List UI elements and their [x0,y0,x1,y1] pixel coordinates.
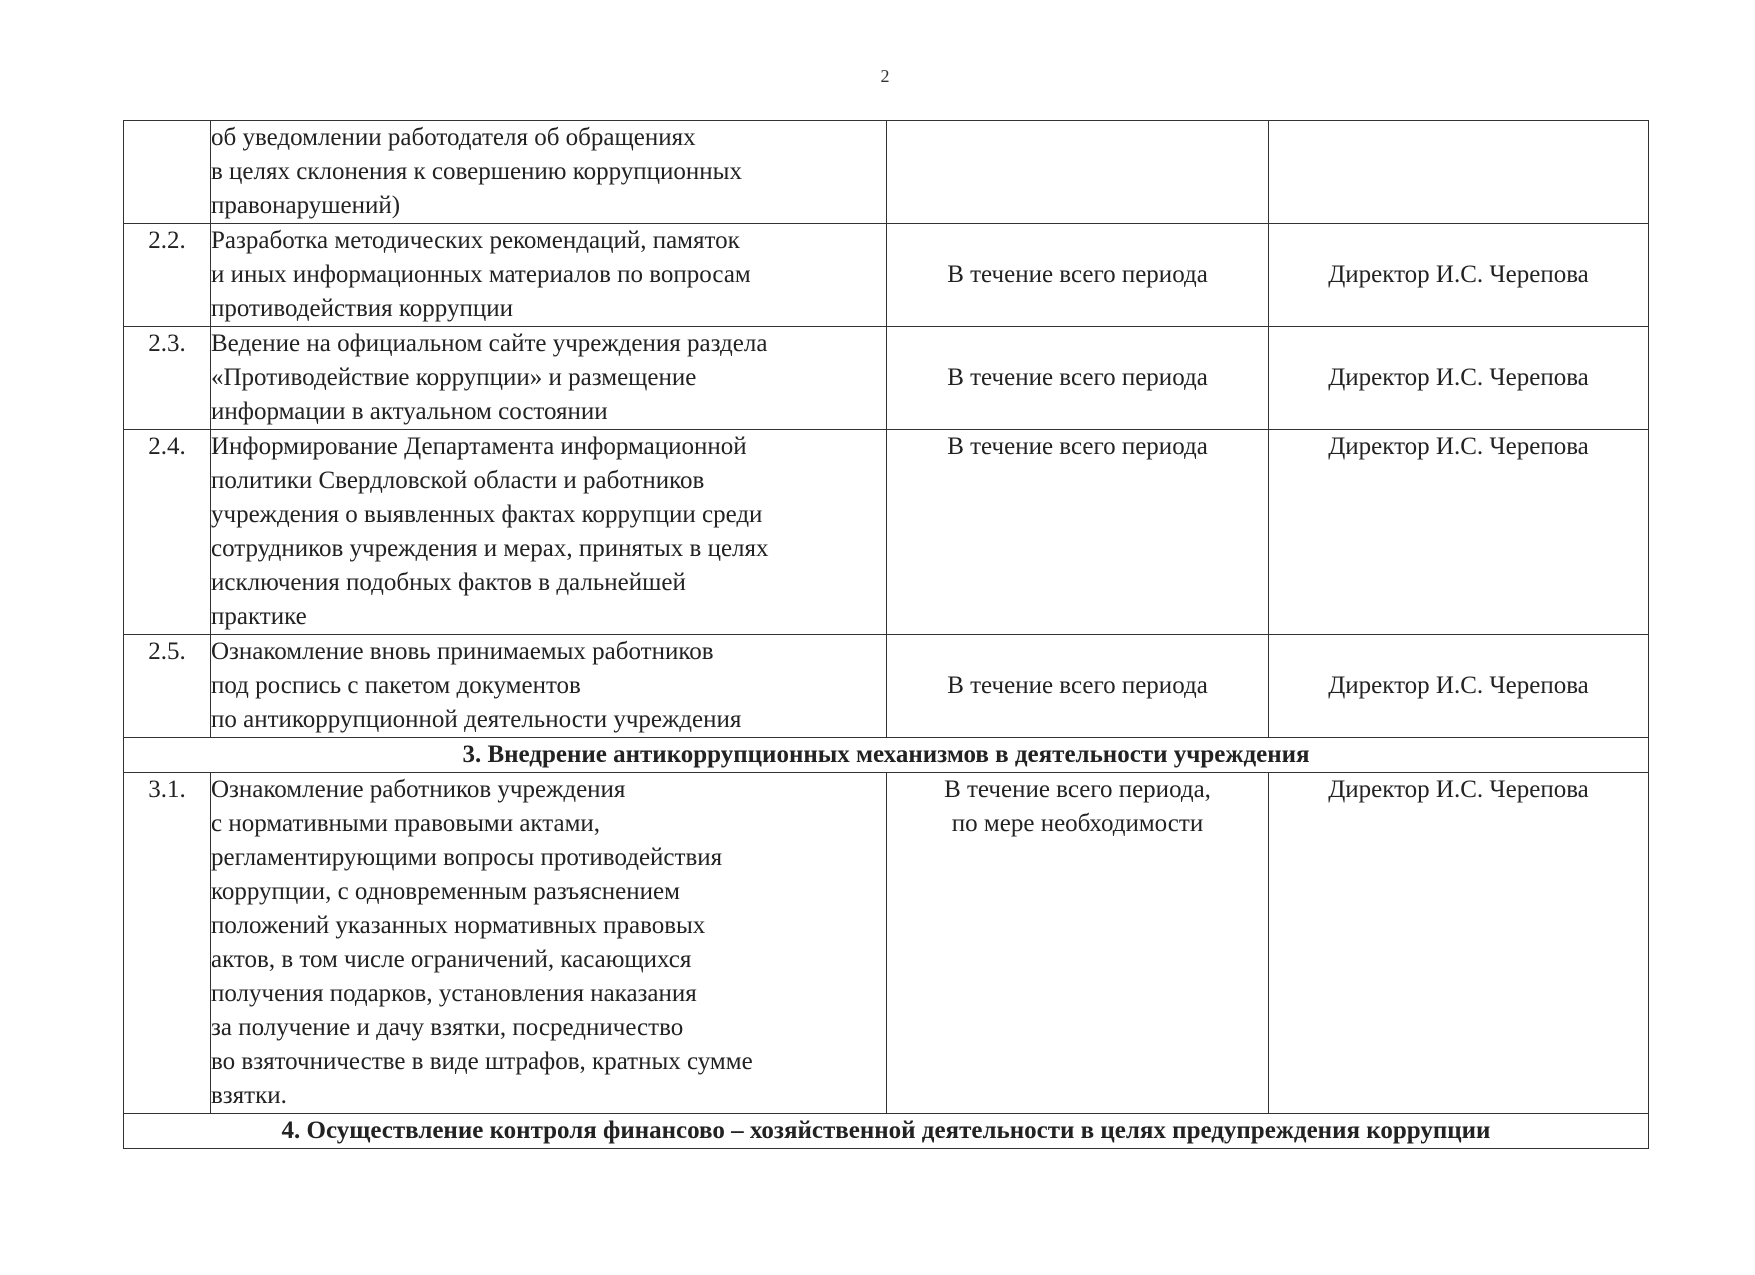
responsible-cell: Директор И.С. Черепова [1269,430,1649,635]
task-line: учреждения о выявленных фактах коррупции среди [211,501,763,528]
task-line: коррупции, с одновременным разъяснением [211,878,680,905]
term-cell: В течение всего периода [887,635,1269,738]
task-line: за получение и дачу взятки, посредничество [211,1014,684,1041]
task-cell [211,773,887,1114]
task-line: в целях склонения к совершению коррупционных [211,158,742,185]
task-line: Разработка методических рекомендаций, памяток [211,227,740,254]
item-number: 2.2. [124,224,211,327]
section-title: 3. Внедрение антикоррупционных механизмов в деятельности учреждения [124,738,1649,773]
term-cell [887,121,1269,224]
task-line: по антикоррупционной деятельности учреждения [211,706,742,733]
item-number: 3.1. [124,773,211,1114]
section-header-row [124,738,1649,773]
term-cell: В течение всего периода [887,430,1269,635]
task-line: и иных информационных материалов по вопросам [211,261,751,288]
task-line: положений указанных нормативных правовых [211,912,706,939]
task-line: правонарушений) [211,192,401,219]
responsible-cell: Директор И.С. Черепова [1269,327,1649,430]
task-cell [211,430,887,635]
page-number: 2 [880,66,890,86]
task-line: «Противодействие коррупции» и размещение [211,364,697,391]
task-line: об уведомлении работодателя об обращениях [211,124,696,151]
task-cell [211,635,887,738]
task-line: исключения подобных фактов в дальнейшей [211,569,686,596]
table-row [124,224,1649,327]
task-line: во взяточничестве в виде штрафов, кратных сумме [211,1048,753,1075]
anti-corruption-plan-table [123,120,1649,1149]
task-line: Ознакомление работников учреждения [211,776,626,803]
task-line: с нормативными правовыми актами, [211,810,601,837]
table-row [124,430,1649,635]
term-cell: В течение всего периода [887,224,1269,327]
responsible-cell: Директор И.С. Черепова [1269,635,1649,738]
task-line: Информирование Департамента информационной [211,433,747,460]
responsible-cell [1269,121,1649,224]
task-cell [211,327,887,430]
task-line: политики Свердловской области и работников [211,467,705,494]
section-header-row [124,1114,1649,1149]
section-title: 4. Осуществление контроля финансово – хозяйственной деятельности в целях предупреждения коррупции [124,1114,1649,1149]
task-line: получения подарков, установления наказания [211,980,697,1007]
task-line: взятки. [211,1082,287,1109]
responsible-cell: Директор И.С. Черепова [1269,773,1649,1114]
item-number: 2.3. [124,327,211,430]
task-line: информации в актуальном состоянии [211,398,608,425]
item-number: 2.5. [124,635,211,738]
table-row [124,121,1649,224]
task-line: актов, в том числе ограничений, касающихся [211,946,692,973]
task-line: Ознакомление вновь принимаемых работников [211,638,714,665]
term-cell: В течение всего периода [887,327,1269,430]
task-line: под роспись с пакетом документов [211,672,581,699]
task-cell [211,224,887,327]
task-line: сотрудников учреждения и мерах, принятых в целях [211,535,769,562]
item-number [124,121,211,224]
term-line: В течение всего периода, [944,776,1211,803]
table-row [124,773,1649,1114]
task-line: практике [211,603,307,630]
item-number: 2.4. [124,430,211,635]
table-row [124,327,1649,430]
table-row [124,635,1649,738]
task-cell [211,121,887,224]
task-line: Ведение на официальном сайте учреждения раздела [211,330,768,357]
task-line: регламентирующими вопросы противодействия [211,844,723,871]
responsible-cell: Директор И.С. Черепова [1269,224,1649,327]
task-line: противодействия коррупции [211,295,513,322]
term-line: по мере необходимости [951,810,1204,837]
term-cell [887,773,1269,1114]
